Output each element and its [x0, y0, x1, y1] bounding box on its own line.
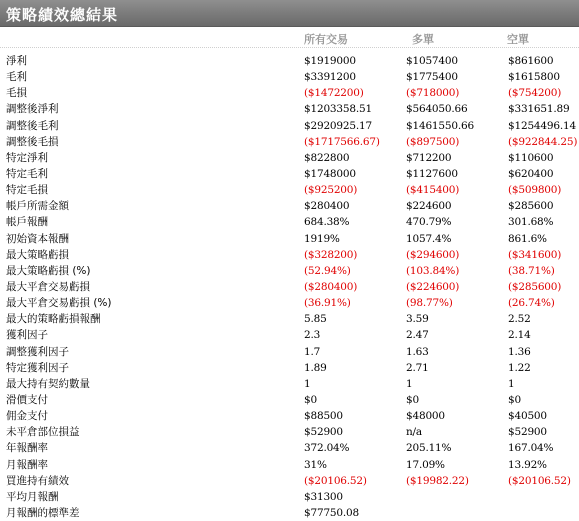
cell-long: $1057400 — [406, 55, 458, 67]
cell-short: $110600 — [508, 151, 554, 164]
table-row — [0, 182, 579, 198]
cell-all-trades: 372.04% — [304, 442, 350, 455]
title-bar — [0, 0, 579, 27]
cell-short: $620400 — [508, 167, 554, 180]
column-header-short: 空單 — [507, 33, 529, 46]
cell-long: $48000 — [406, 410, 445, 423]
cell-all-trades: $1748000 — [304, 167, 356, 180]
cell-long: 470.79% — [406, 216, 452, 229]
cell-all-trades: 5.85 — [304, 313, 327, 326]
row-label: 調整後毛損 — [6, 135, 59, 148]
row-label: 帳戶報酬 — [6, 216, 48, 229]
row-label: 最大的策略虧損報酬 — [6, 313, 101, 326]
cell-all-trades: (52.94%) — [304, 264, 351, 277]
row-label: 買進持有績效 — [6, 474, 69, 487]
cell-short: ($509800) — [508, 184, 562, 197]
cell-all-trades: 684.38% — [304, 216, 350, 229]
cell-all-trades: $0 — [304, 393, 317, 406]
cell-all-trades: $88500 — [304, 410, 343, 423]
table-row — [0, 489, 579, 505]
row-label: 月報酬率 — [6, 458, 48, 471]
cell-all-trades: 1 — [304, 377, 311, 390]
cell-all-trades: $1203358.51 — [304, 103, 372, 116]
table-row — [0, 134, 579, 150]
cell-long: $1775400 — [406, 71, 458, 84]
cell-short: 1.36 — [508, 345, 531, 358]
cell-long: ($718000) — [406, 87, 460, 100]
cell-long: ($224600) — [406, 280, 460, 293]
row-label: 帳戶所需金額 — [6, 200, 69, 213]
report-title: 策略績效總結果 — [6, 6, 119, 24]
cell-short: $861600 — [508, 55, 554, 67]
cell-short: $1615800 — [508, 71, 560, 84]
table-row — [0, 150, 579, 166]
row-label: 初始資本報酬 — [6, 232, 69, 245]
cell-short: ($20106.52) — [508, 474, 571, 487]
row-label: 毛利 — [6, 71, 27, 84]
table-row — [0, 424, 579, 440]
table-row — [0, 457, 579, 473]
cell-all-trades: ($328200) — [304, 248, 358, 261]
cell-long: ($19982.22) — [406, 474, 469, 487]
table-row — [0, 231, 579, 247]
row-label: 最大平倉交易虧損 — [6, 280, 90, 293]
cell-long: (98.77%) — [406, 297, 453, 310]
cell-all-trades: ($280400) — [304, 280, 358, 293]
cell-short: 2.14 — [508, 329, 531, 342]
row-label: 月報酬的標準差 — [6, 506, 80, 519]
cell-short: $1254496.14 — [508, 119, 576, 132]
cell-long: $0 — [406, 393, 419, 406]
cell-all-trades: 1.7 — [304, 345, 321, 358]
cell-all-trades: 1919% — [304, 232, 340, 245]
row-label: 調整後淨利 — [6, 103, 59, 116]
cell-short: ($285600) — [508, 280, 562, 293]
row-label: 特定毛損 — [6, 184, 48, 197]
table-row — [0, 166, 579, 182]
cell-long: n/a — [406, 426, 422, 439]
cell-long: 17.09% — [406, 458, 445, 471]
row-label: 特定毛利 — [6, 167, 48, 180]
cell-short: ($754200) — [508, 87, 562, 100]
cell-long: (103.84%) — [406, 264, 460, 277]
table-row — [0, 311, 579, 327]
table-row — [0, 85, 579, 101]
row-label: 未平倉部位損益 — [6, 426, 80, 439]
cell-long: $564050.66 — [406, 103, 468, 116]
cell-all-trades: ($20106.52) — [304, 474, 367, 487]
cell-long: ($415400) — [406, 184, 460, 197]
table-row — [0, 408, 579, 424]
column-header-long: 多單 — [412, 33, 434, 46]
row-label: 佣金支付 — [6, 410, 48, 423]
cell-long: 1.63 — [406, 345, 429, 358]
cell-all-trades: ($1472200) — [304, 87, 364, 100]
table-row — [0, 101, 579, 117]
row-label: 最大持有契約數量 — [6, 377, 90, 390]
cell-short: 167.04% — [508, 442, 554, 455]
cell-all-trades: $822800 — [304, 151, 350, 164]
column-header-all-trades: 所有交易 — [304, 33, 348, 46]
cell-all-trades: $280400 — [304, 200, 350, 213]
row-label: 最大策略虧損 (%) — [6, 264, 91, 277]
cell-long: ($294600) — [406, 248, 460, 261]
cell-short: ($922844.25) — [508, 135, 578, 148]
cell-all-trades: 31% — [304, 458, 327, 471]
cell-short: ($341600) — [508, 248, 562, 261]
table-row — [0, 344, 579, 360]
table-row — [0, 69, 579, 85]
cell-long: 2.47 — [406, 329, 429, 342]
cell-all-trades: $2920925.17 — [304, 119, 372, 132]
table-row — [0, 53, 579, 69]
cell-all-trades: ($925200) — [304, 184, 358, 197]
table-row — [0, 473, 579, 489]
table-row — [0, 214, 579, 230]
cell-short: $331651.89 — [508, 103, 570, 116]
table-row — [0, 376, 579, 392]
cell-long: $712200 — [406, 151, 452, 164]
cell-all-trades: 1.89 — [304, 361, 327, 374]
cell-all-trades: $31300 — [304, 490, 343, 503]
cell-short: 1.22 — [508, 361, 531, 374]
cell-long: 1057.4% — [406, 232, 452, 245]
table-row — [0, 360, 579, 376]
table-row — [0, 392, 579, 408]
row-label: 特定獲利因子 — [6, 361, 69, 374]
cell-short: 301.68% — [508, 216, 554, 229]
cell-short: 861.6% — [508, 232, 547, 245]
cell-short: $40500 — [508, 410, 547, 423]
cell-short: (38.71%) — [508, 264, 555, 277]
table-row — [0, 279, 579, 295]
row-label: 年報酬率 — [6, 442, 48, 455]
cell-long: 205.11% — [406, 442, 452, 455]
cell-short: $285600 — [508, 200, 554, 213]
row-label: 最大平倉交易虧損 (%) — [6, 297, 112, 310]
cell-short: (26.74%) — [508, 297, 555, 310]
row-label: 毛損 — [6, 87, 27, 100]
cell-short: 13.92% — [508, 458, 547, 471]
row-label: 獲利因子 — [6, 329, 48, 342]
cell-long: ($897500) — [406, 135, 460, 148]
table-row — [0, 505, 579, 521]
table-row — [0, 247, 579, 263]
row-label: 最大策略虧損 — [6, 248, 69, 261]
cell-long: 3.59 — [406, 313, 429, 326]
row-label: 平均月報酬 — [6, 490, 59, 503]
row-label: 調整後毛利 — [6, 119, 59, 132]
row-label: 調整獲利因子 — [6, 345, 69, 358]
results-table — [0, 53, 579, 521]
cell-all-trades: $3391200 — [304, 71, 356, 84]
cell-all-trades: (36.91%) — [304, 297, 351, 310]
table-row — [0, 295, 579, 311]
row-label: 滑價支付 — [6, 393, 48, 406]
cell-all-trades: $52900 — [304, 426, 343, 439]
row-label: 淨利 — [6, 55, 27, 67]
cell-long: $1127600 — [406, 167, 458, 180]
cell-short: $52900 — [508, 426, 547, 439]
cell-all-trades: 2.3 — [304, 329, 321, 342]
table-row — [0, 198, 579, 214]
cell-all-trades: ($1717566.67) — [304, 135, 380, 148]
table-row — [0, 440, 579, 456]
table-row — [0, 327, 579, 343]
cell-short: $0 — [508, 393, 521, 406]
cell-all-trades: $77750.08 — [304, 506, 359, 519]
cell-long: 2.71 — [406, 361, 429, 374]
cell-long: $1461550.66 — [406, 119, 474, 132]
cell-all-trades: $1919000 — [304, 55, 356, 67]
column-header-row — [0, 31, 579, 48]
cell-short: 2.52 — [508, 313, 531, 326]
cell-long: 1 — [406, 377, 413, 390]
table-row — [0, 118, 579, 134]
cell-short: 1 — [508, 377, 515, 390]
row-label: 特定淨利 — [6, 151, 48, 164]
table-row — [0, 263, 579, 279]
cell-long: $224600 — [406, 200, 452, 213]
